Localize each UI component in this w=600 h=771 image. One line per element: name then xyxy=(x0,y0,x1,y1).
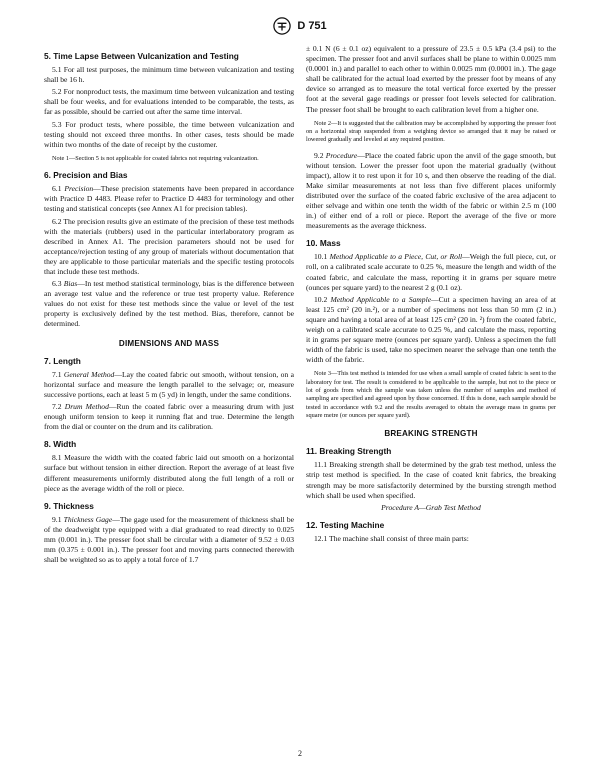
paragraph: 9.1 Thickness Gage—The gage used for the measurement of thickness shall be of the deadweight type equipped with a dial graduated to read directly to 0.025 mm (0.001 in.). The presser foot shall be circular with a diameter of 9.52 ± 0.03 mm (0.375 ± 0.001 in.). The presser foot and moving parts connected therewith shall be weighted so as to apply a total force of 1.7 xyxy=(44,514,295,565)
page-number: 2 xyxy=(298,749,302,758)
section-heading: 12. Testing Machine xyxy=(306,519,385,530)
paragraph: 12.1 The machine shall consist of three main parts: xyxy=(314,533,469,543)
paragraph: ± 0.1 N (6 ± 0.1 oz) equivalent to a pressure of 23.5 ± 0.5 kPa (3.4 psi) to the specimen. The presser foot and anvil surfaces shall be plane to within 0.0025 mm (0.0001 in.) and parallel to each other to within 0.0025 mm (0.0001 in.). The gage shall be calibrated for the actual load exerted by the presser foot by means of any device so arranged as to measure the total vertical force exerted by the presser foot at the several gage readings or presser foot levels selected for calibration. The presser foot shall be brought to each calibration level from a higher one. xyxy=(306,44,556,114)
note: Note 1—Section 5 is not applicable for coated fabrics not requiring vulcanization. xyxy=(52,154,259,162)
paragraph: 10.2 Method Applicable to a Sample—Cut a specimen having an area of at least 125 cm² (20 in.²), or a number of specimens not less than 50 mm (2 in.) square and having a total area of at least 125 cm² (20 in. ²) from the coated fabric, weigh on a calibrated scale accurate to 0.25 %, and calculate the mass, reporting it in grams per square metre (ounces per square yard). Unless a specimen the full width of the fabric is used, take no specimen nearer the selvage than one tenth the width of the fabric. xyxy=(306,294,557,365)
paragraph: 5.3 For product tests, where possible, the time between vulcanization and testing should not exceed three months. In other cases, tests should be made within two months of the date of receipt by the customer. xyxy=(44,119,294,149)
part-heading: BREAKING STRENGTH xyxy=(384,429,478,439)
note: Note 3—This test method is intended for use when a small sample of coated fabric is sent to the laboratory for test. The result is considered to be applicable to the sample, but not to the piece or lot of goods from which the sample was taken unless the number of samples and method of sampling are specified and agreed upon by those concerned. If this is done, each sample should be tested in accordance with 9.2 and the results averaged to obtain the average mass in grams per square metre (or ounces per square yard). xyxy=(306,370,556,419)
note: Note 2—It is suggested that the calibration may be accomplished by supporting the presser foot on a horizontal strap suspended from a weighing device so arranged that it may be raised or lowered gradually and leveled at any required position. xyxy=(306,119,556,144)
section-heading: 11. Breaking Strength xyxy=(306,446,392,457)
astm-logo-icon xyxy=(273,17,291,35)
section-heading: 9. Thickness xyxy=(44,500,94,511)
procedure-heading: Procedure A—Grab Test Method xyxy=(381,502,481,512)
left-column xyxy=(44,44,294,567)
section-heading: 7. Length xyxy=(44,355,81,366)
section-heading: 8. Width xyxy=(44,439,77,450)
paragraph: 9.2 Procedure—Place the coated fabric upon the anvil of the gage smooth, but without tension. Lower the presser foot upon the material gradually (without impact), allow it to rest upon it for 10 s, and then observe the reading of the dial. Make similar measurements at not less than five different places uniformly distributed over the surface of the coated fabric exclusive of the area adjacent to either selvage and within one tenth the width of the fabric or within 2.5 m (100 in.) of either end of a roll or piece. Report the average of the five or more measurements as the average thickness. xyxy=(306,150,556,231)
paragraph: 6.1 Precision—These precision statements have been prepared in accordance with Practice D 4483. Please refer to Practice D 4483 for terminology and other testing and statistical concepts (see Annex A1 for precision tables). xyxy=(44,184,294,214)
paragraph: 11.1 Breaking strength shall be determined by the grab test method, unless the strip test method is specified. In the case of coated knit fabrics, the breaking strength may be more satisfactorily determined by the bursting strength method which shall be used when specified. xyxy=(306,460,556,500)
paragraph: 7.2 Drum Method—Run the coated fabric over a measuring drum with just enough uniform tension to keep it running flat and true. Determine the length from the dial or counter on the drum and its calibration. xyxy=(44,402,295,432)
section-heading: 5. Time Lapse Between Vulcanization and Testing xyxy=(44,51,239,61)
paragraph: 10.1 Method Applicable to a Piece, Cut, or Roll—Weigh the full piece, cut, or roll, on a calibrated scale accurate to 0.25 %, measure the length and width of the coated fabric, and calculate the mass, reporting it in grams per square metre (ounces per square yard) to the nearest 2 g (0.1 oz). xyxy=(306,252,556,292)
paragraph: 5.1 For all test purposes, the minimum time between vulcanization and testing shall be 16 h. xyxy=(44,65,294,85)
document-id: D 751 xyxy=(297,20,327,32)
section-heading: 6. Precision and Bias xyxy=(44,170,128,181)
right-column xyxy=(306,44,556,546)
section-heading: 10. Mass xyxy=(306,238,341,249)
part-heading: DIMENSIONS AND MASS xyxy=(118,338,220,348)
paragraph: 6.2 The precision results give an estimate of the precision of these test methods with the materials (rubbers) used in the particular interlaboratory program as described in Annex A1. The precision parameters should not be used for acceptance/rejection testing of any group of materials without documentation that they are applicable to those particular materials and the specific testing protocols that include these test methods. xyxy=(44,216,294,276)
paragraph: 8.1 Measure the width with the coated fabric laid out smooth on a horizontal surface but without tension in either direction. Report the average of at least five different measurements uniformly distributed along the full length of a roll or piece as the average width of the roll or piece. xyxy=(44,453,294,493)
paragraph: 7.1 General Method—Lay the coated fabric out smooth, without tension, on a horizontal surface and measure the length parallel to the selvage; or, measure successive portions, each at least 5 m (5 yd) in length, under the same conditions. xyxy=(44,369,295,399)
paragraph: 6.3 Bias—In test method statistical terminology, bias is the difference between an average test value and the reference or true test property value. Reference values do not exist for these test methods since the value or level of the test property is exclusively defined by the test method. Bias, therefore, cannot be determined. xyxy=(44,279,295,329)
paragraph: 5.2 For nonproduct tests, the maximum time between vulcanization and testing shall be four weeks, and for evaluations intended to be comparable, the tests, as far as possible, should be carried out after the same time interval. xyxy=(44,87,294,117)
page-header xyxy=(0,16,600,36)
